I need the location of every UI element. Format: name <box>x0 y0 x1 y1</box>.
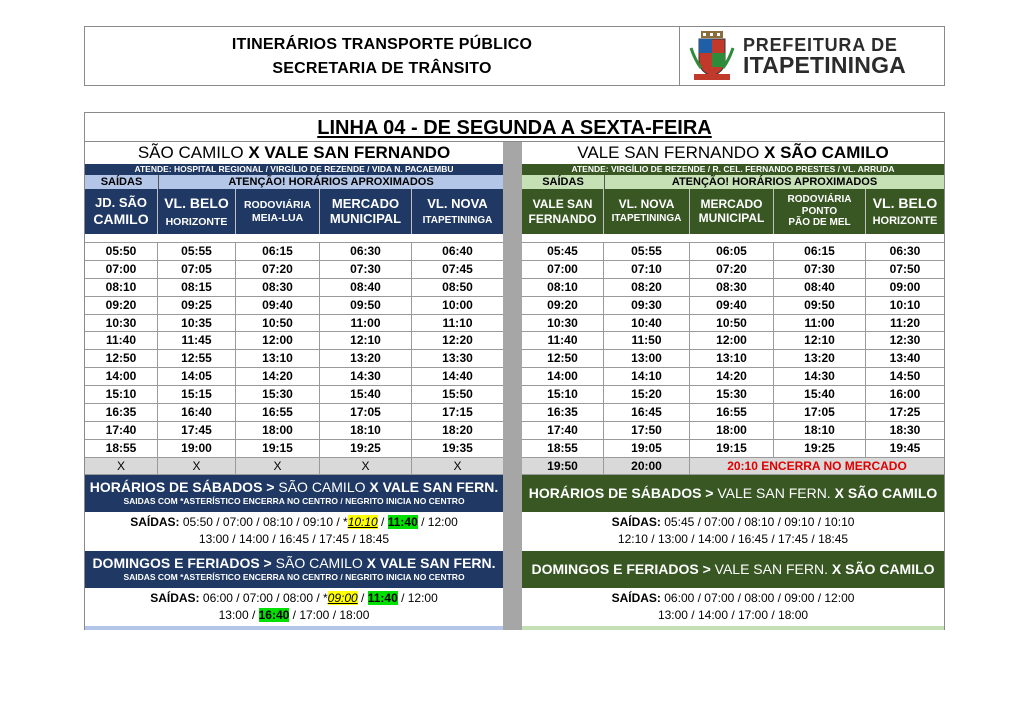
table-row <box>522 367 944 385</box>
time-cell: 06:05 <box>690 243 774 260</box>
time-cell: 17:25 <box>889 405 921 420</box>
table-row <box>522 403 944 421</box>
time-cell: 15:50 <box>442 387 473 402</box>
time-cell: 09:00 <box>889 279 921 294</box>
time-cell: 07:05 <box>158 261 236 278</box>
time-cell: 15:10 <box>85 386 158 403</box>
header-title-line2: SECRETARIA DE TRÂNSITO <box>272 60 492 77</box>
saturday-times-part1: 05:50 / 07:00 / 08:10 / 09:10 / * <box>179 514 348 529</box>
saidas-label: SAÍDAS <box>522 175 605 189</box>
table-row <box>85 242 503 260</box>
table-row <box>522 242 944 260</box>
col-label-line1: VL. BELO <box>164 195 229 212</box>
saturday-title-destination: X SÃO CAMILO <box>834 485 938 502</box>
time-cell: 19:25 <box>320 440 412 457</box>
saturday-times-line2: 13:00 / 14:00 / 16:45 / 17:45 / 18:45 <box>198 531 390 546</box>
saturday-title-origin: SÃO CAMILO <box>274 478 370 495</box>
time-cell: 14:30 <box>320 368 412 385</box>
sunday-sep: / <box>357 590 368 605</box>
time-cell: 09:20 <box>522 297 604 314</box>
table-row <box>85 278 503 296</box>
time-cell: 10:30 <box>85 315 158 332</box>
saturday-starts-center-time: 11:40 <box>387 514 418 529</box>
col-label-line3: PÃO DE MEL <box>788 217 851 229</box>
col-mercado-municipal <box>320 189 412 234</box>
time-cell: 19:00 <box>158 440 236 457</box>
time-cell: 18:10 <box>774 422 866 439</box>
table-row <box>85 439 503 457</box>
time-cell: 12:50 <box>85 350 158 367</box>
weekday-times <box>85 242 503 475</box>
time-cell: 15:20 <box>604 386 690 403</box>
time-cell: 15:15 <box>158 386 236 403</box>
route-origin: VALE SAN FERNANDO <box>577 143 765 162</box>
col-label-line2: MEIA-LUA <box>251 211 304 224</box>
sunday-times-line2: 13:00 / 14:00 / 17:00 / 18:00 <box>657 607 809 622</box>
sunday-starts-center-time: 11:40 <box>367 590 398 605</box>
time-cell: 18:30 <box>889 422 921 437</box>
saturday-times-line2: 12:10 / 13:00 / 14:00 / 16:45 / 17:45 / 18:45 <box>617 531 849 546</box>
timetable-title-text: LINHA 04 - DE SEGUNDA A SEXTA-FEIRA <box>317 117 712 139</box>
col-vale-san-fernando <box>522 189 604 234</box>
time-cell: 10:50 <box>236 315 320 332</box>
sunday-title-destination: X VALE SAN FERN. <box>366 554 496 571</box>
time-cell: 14:05 <box>158 368 236 385</box>
time-cell: 08:50 <box>442 279 473 294</box>
time-cell: 12:00 <box>236 332 320 349</box>
col-label-line1: MERCADO <box>700 196 763 211</box>
approximate-times-notice: ATENÇÃO! HORÁRIOS APROXIMADOS <box>671 176 878 188</box>
time-cell: 12:10 <box>774 332 866 349</box>
time-cell: 19:15 <box>236 440 320 457</box>
time-cell: 19:15 <box>690 440 774 457</box>
time-cell: 07:30 <box>320 261 412 278</box>
sunday-times-part1: 06:00 / 07:00 / 08:00 / * <box>199 590 328 605</box>
time-cell: X <box>236 458 320 474</box>
time-cell: 19:25 <box>774 440 866 457</box>
time-cell: 12:20 <box>442 333 473 348</box>
ends-at-market-note: 20:10 ENCERRA NO MERCADO <box>727 458 907 473</box>
col-label-line2: PONTO <box>801 205 838 217</box>
time-cell: 15:10 <box>522 386 604 403</box>
route-title <box>85 142 503 164</box>
saidas-prefix: SAÍDAS: <box>150 590 200 605</box>
time-cell: 15:40 <box>774 386 866 403</box>
time-cell: 07:30 <box>774 261 866 278</box>
time-cell: 17:45 <box>158 422 236 439</box>
sunday-times <box>85 588 503 626</box>
col-mercado-municipal <box>690 189 774 234</box>
time-cell: 15:40 <box>320 386 412 403</box>
time-cell: 07:00 <box>85 261 158 278</box>
saturday-times-line1: 05:45 / 07:00 / 08:10 / 09:10 / 10:10 <box>660 514 855 529</box>
sunday-ends-center-time: 09:00 <box>327 590 358 605</box>
col-label-line2: HORIZONTE <box>872 215 938 228</box>
col-label-line2: ITAPETININGA <box>611 213 682 225</box>
sunday-title <box>531 560 934 578</box>
sunday-times-line2a: 13:00 / <box>218 607 259 622</box>
time-cell: 06:40 <box>442 244 473 258</box>
sunday-title-destination: X SÃO CAMILO <box>831 561 935 578</box>
col-label-line1: VL. BELO <box>872 195 938 212</box>
time-cell: 16:35 <box>85 404 158 421</box>
col-vl-nova-itapetininga <box>604 189 690 234</box>
time-cell: 10:50 <box>690 315 774 332</box>
time-cell: 07:00 <box>522 261 604 278</box>
route-stops-served: ATENDE: VIRGÍLIO DE REZENDE / R. CEL. FERNANDO PRESTES / VL. ARRUDA <box>522 164 944 175</box>
table-row <box>85 421 503 439</box>
time-cell: 08:30 <box>690 279 774 296</box>
saidas-label: SAÍDAS <box>85 175 159 189</box>
saidas-prefix: SAÍDAS: <box>130 514 180 529</box>
schedule-notice <box>85 175 503 189</box>
sunday-title-label: DOMINGOS E FERIADOS > <box>92 554 272 571</box>
col-label-line1: VALE SAN <box>532 196 593 211</box>
col-jd-sao-camilo <box>85 189 158 234</box>
time-cell: 16:00 <box>889 387 921 402</box>
prefeitura-name <box>743 35 906 78</box>
time-cell: 08:30 <box>236 279 320 296</box>
time-cell: 10:40 <box>604 315 690 332</box>
route-stops-served: ATENDE: HOSPITAL REGIONAL / VIRGÍLIO DE REZENDE / VIDA N. PACAEMBU <box>85 164 503 175</box>
route-vale-to-sao-camilo <box>522 142 944 630</box>
saturday-title-label: HORÁRIOS DE SÁBADOS > <box>89 478 275 495</box>
timetable <box>84 112 945 630</box>
time-cell: 17:40 <box>522 422 604 439</box>
time-cell: 07:50 <box>889 261 921 276</box>
sunday-times-line1: 06:00 / 07:00 / 08:00 / 09:00 / 12:00 <box>660 590 855 605</box>
saturday-title-origin: VALE SAN FERN. <box>713 485 835 502</box>
time-cell: 14:00 <box>85 368 158 385</box>
time-cell: 17:15 <box>442 405 473 420</box>
col-label-line2: ITAPETININGA <box>422 214 493 226</box>
col-label-line1: VL. NOVA <box>427 195 488 211</box>
sunday-starts-center-time-2: 16:40 <box>258 607 290 622</box>
time-cell: 08:10 <box>522 279 604 296</box>
time-cell: 18:55 <box>522 440 604 457</box>
time-cell: 18:20 <box>442 422 473 437</box>
time-cell: 12:30 <box>889 333 921 348</box>
time-cell: 11:20 <box>889 315 921 330</box>
time-cell: 14:40 <box>442 369 473 384</box>
saidas-prefix: SAÍDAS: <box>611 514 661 529</box>
weekday-times <box>522 242 944 475</box>
saturday-times <box>85 512 503 551</box>
time-cell: 11:50 <box>604 332 690 349</box>
col-label-line1: RODOVIÁRIA <box>243 199 312 212</box>
time-cell: 13:40 <box>889 351 921 366</box>
col-rodoviaria-meia-lua <box>236 189 320 234</box>
prefeitura-name-line1: PREFEITURA DE <box>743 35 898 55</box>
time-cell: 10:30 <box>522 315 604 332</box>
col-label-line2: HORIZONTE <box>165 215 228 228</box>
sunday-title-label: DOMINGOS E FERIADOS > <box>531 561 711 578</box>
time-cell: 08:10 <box>85 279 158 296</box>
time-cell: 15:30 <box>690 386 774 403</box>
saturday-title <box>529 484 938 502</box>
time-cell: 05:55 <box>158 243 236 260</box>
column-divider <box>503 142 522 630</box>
table-row <box>522 421 944 439</box>
time-cell: 10:35 <box>158 315 236 332</box>
prefeitura-name-line2: ITAPETININGA <box>743 52 906 78</box>
time-cell: 11:45 <box>158 332 236 349</box>
time-cell: 18:55 <box>85 440 158 457</box>
time-cell: 18:00 <box>236 422 320 439</box>
table-row <box>522 457 944 475</box>
time-cell: 19:45 <box>889 440 921 455</box>
bottom-bar <box>522 626 944 630</box>
table-row <box>522 314 944 332</box>
time-cell: 09:50 <box>320 297 412 314</box>
time-cell: 11:40 <box>85 332 158 349</box>
time-cell: 16:55 <box>690 404 774 421</box>
table-row <box>522 439 944 457</box>
sunday-times-line2b: / 17:00 / 18:00 <box>289 607 370 622</box>
col-label-line1: MERCADO <box>331 195 400 211</box>
time-cell: 07:20 <box>690 261 774 278</box>
time-cell: 05:55 <box>604 243 690 260</box>
saturday-footnote: SAIDAS COM *ASTERÍSTICO ENCERRA NO CENTRO / NEGRITO INICIA NO CENTRO <box>123 495 465 506</box>
saturday-header <box>522 475 944 512</box>
time-cell: 05:50 <box>85 243 158 260</box>
table-row <box>85 367 503 385</box>
time-cell: 13:20 <box>320 350 412 367</box>
header-titles <box>85 27 680 85</box>
time-cell: 14:50 <box>889 369 921 384</box>
col-label-line2: CAMILO <box>93 210 149 227</box>
time-cell: X <box>320 458 412 474</box>
time-cell: 09:25 <box>158 297 236 314</box>
time-cell: 11:40 <box>522 332 604 349</box>
time-cell: 08:15 <box>158 279 236 296</box>
time-cell: 09:40 <box>236 297 320 314</box>
time-cell: 10:10 <box>889 297 921 312</box>
time-cell: 05:45 <box>522 243 604 260</box>
table-row <box>522 260 944 278</box>
time-cell: 06:15 <box>236 243 320 260</box>
sunday-times-part3: / 12:00 <box>397 590 438 605</box>
col-label-line2: MUNICIPAL <box>329 210 402 226</box>
table-row <box>522 278 944 296</box>
table-row <box>85 385 503 403</box>
time-cell: 12:50 <box>522 350 604 367</box>
time-cell: 16:55 <box>236 404 320 421</box>
time-cell: 17:40 <box>85 422 158 439</box>
time-cell: 19:35 <box>442 440 473 455</box>
table-row <box>85 296 503 314</box>
time-cell: 18:10 <box>320 422 412 439</box>
time-cell: 06:30 <box>889 244 921 258</box>
table-row <box>522 296 944 314</box>
time-cell: 14:30 <box>774 368 866 385</box>
route-destination: X SÃO CAMILO <box>764 143 889 162</box>
time-cell: 13:00 <box>604 350 690 367</box>
col-vl-nova-itapetininga <box>412 189 503 234</box>
time-cell: 12:00 <box>690 332 774 349</box>
time-cell: 12:10 <box>320 332 412 349</box>
time-cell: 09:20 <box>85 297 158 314</box>
table-row <box>522 349 944 367</box>
time-cell: 06:15 <box>774 243 866 260</box>
route-sao-camilo-to-vale <box>85 142 503 630</box>
timetable-title <box>85 113 944 142</box>
stop-columns-header <box>522 189 944 234</box>
time-cell: 11:00 <box>774 315 866 332</box>
saturday-header <box>85 475 503 512</box>
time-cell: 07:20 <box>236 261 320 278</box>
time-cell: 14:00 <box>522 368 604 385</box>
header-title-line1: ITINERÁRIOS TRANSPORTE PÚBLICO <box>231 36 533 53</box>
table-row <box>85 331 503 349</box>
col-label-line1: VL. NOVA <box>618 197 675 212</box>
col-label-line2: MUNICIPAL <box>698 210 765 225</box>
saturday-title <box>85 475 503 496</box>
time-cell: 16:40 <box>158 404 236 421</box>
time-cell: 18:00 <box>690 422 774 439</box>
time-cell: 10:00 <box>442 297 473 312</box>
time-cell: 07:45 <box>442 261 473 276</box>
table-row <box>522 385 944 403</box>
route-title <box>522 142 944 164</box>
table-row <box>85 403 503 421</box>
time-cell: 13:30 <box>442 351 473 366</box>
time-cell: 08:40 <box>320 279 412 296</box>
time-cell: 19:05 <box>604 440 690 457</box>
time-cell: 11:10 <box>442 315 473 330</box>
col-label-line1: RODOVIÁRIA <box>787 194 852 206</box>
saturday-ends-center-time: 10:10 <box>347 514 378 529</box>
time-cell: 08:40 <box>774 279 866 296</box>
table-row <box>85 457 503 475</box>
time-cell: 09:50 <box>774 297 866 314</box>
prefeitura-logo <box>679 27 945 85</box>
route-origin: SÃO CAMILO <box>137 143 249 162</box>
time-cell: 12:55 <box>158 350 236 367</box>
sunday-header <box>85 551 503 588</box>
time-cell: 07:10 <box>604 261 690 278</box>
time-cell: 15:30 <box>236 386 320 403</box>
saturday-title-label: HORÁRIOS DE SÁBADOS > <box>528 485 714 502</box>
sunday-times <box>522 588 944 626</box>
saturday-title-destination: X VALE SAN FERN. <box>369 478 499 495</box>
col-label-line1: JD. SÃO <box>94 194 147 210</box>
sunday-title <box>85 551 503 572</box>
time-cell: 17:05 <box>774 404 866 421</box>
time-cell: X <box>85 458 158 474</box>
time-cell: 20:00 <box>604 458 690 474</box>
sunday-title-origin: VALE SAN FERN. <box>710 561 832 578</box>
time-cell: 08:20 <box>604 279 690 296</box>
schedule-notice <box>522 175 944 189</box>
time-cell: 17:05 <box>320 404 412 421</box>
col-rodoviaria-pao-de-mel <box>774 189 866 234</box>
time-cell: 19:50 <box>522 458 604 474</box>
stop-columns-header <box>85 189 503 234</box>
time-cell: 09:40 <box>690 297 774 314</box>
bottom-bar <box>85 626 503 630</box>
col-label-line2: FERNANDO <box>528 211 597 226</box>
saturday-times-part3: / 12:00 <box>417 514 458 529</box>
sunday-footnote: SAIDAS COM *ASTERÍSTICO ENCERRA NO CENTRO / NEGRITO INICIA NO CENTRO <box>123 571 465 582</box>
time-cell: 09:30 <box>604 297 690 314</box>
time-cell: 14:10 <box>604 368 690 385</box>
saidas-prefix: SAÍDAS: <box>611 590 661 605</box>
col-vl-belo-horizonte <box>158 189 236 234</box>
time-cell: 14:20 <box>690 368 774 385</box>
time-cell: 13:10 <box>236 350 320 367</box>
route-destination: X VALE SAN FERNANDO <box>248 143 451 162</box>
page-header <box>84 26 945 86</box>
table-row <box>85 314 503 332</box>
time-cell: X <box>453 458 462 473</box>
time-cell: 11:00 <box>320 315 412 332</box>
table-row <box>522 331 944 349</box>
sunday-title-origin: SÃO CAMILO <box>271 554 367 571</box>
table-row <box>85 260 503 278</box>
col-vl-belo-horizonte <box>866 189 944 234</box>
time-cell: 16:45 <box>604 404 690 421</box>
time-cell: 13:10 <box>690 350 774 367</box>
time-cell: 16:35 <box>522 404 604 421</box>
sunday-header <box>522 551 944 588</box>
time-cell: 13:20 <box>774 350 866 367</box>
approximate-times-notice: ATENÇÃO! HORÁRIOS APROXIMADOS <box>228 176 434 188</box>
table-row <box>85 349 503 367</box>
time-cell: 17:50 <box>604 422 690 439</box>
time-cell: 06:30 <box>320 243 412 260</box>
city-crest-icon <box>689 30 735 82</box>
saturday-sep: / <box>377 514 388 529</box>
saturday-times <box>522 512 944 551</box>
time-cell: X <box>158 458 236 474</box>
time-cell: 14:20 <box>236 368 320 385</box>
